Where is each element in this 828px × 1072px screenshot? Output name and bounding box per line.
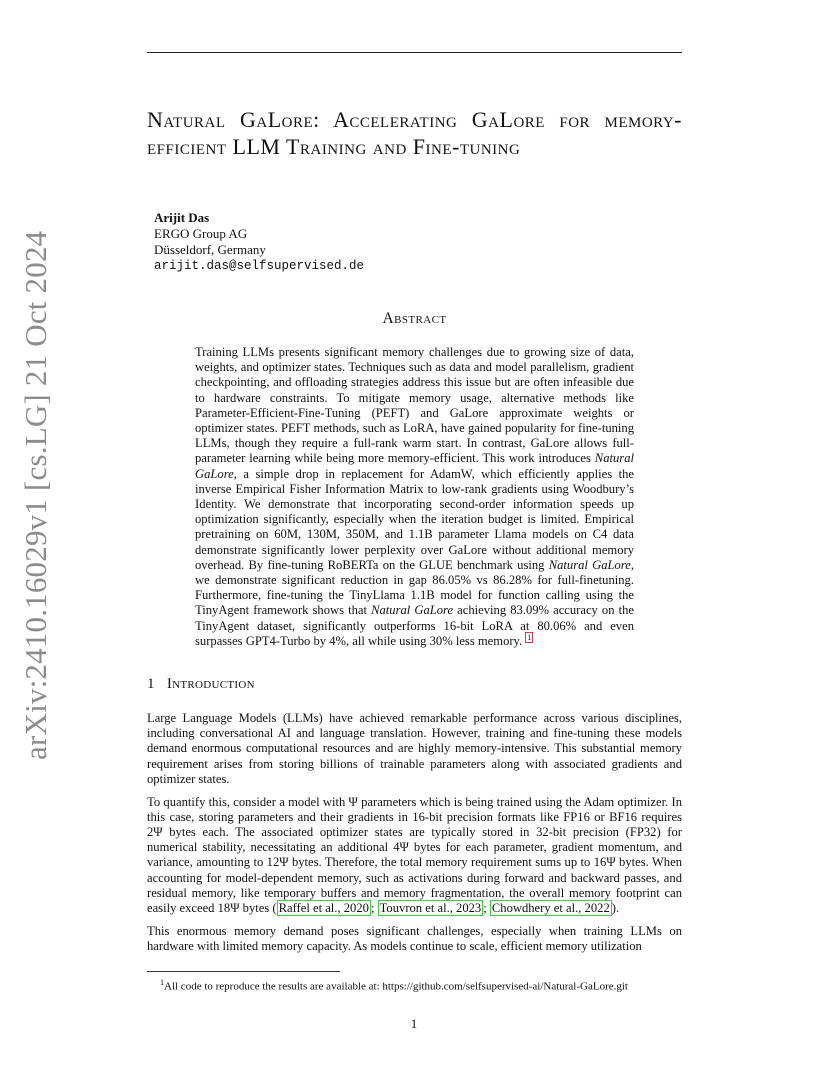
citation-link[interactable]: Chowdhery et al., 2022 <box>491 900 610 915</box>
method-name: Natural GaLore <box>195 451 634 481</box>
citation-link[interactable]: Touvron et al., 2023 <box>379 900 482 915</box>
footnote-text: All code to reproduce the results are available at: https://github.com/selfsupervised-ai/Natural-GaLore.git <box>164 980 628 993</box>
footnote-rule <box>147 971 340 972</box>
top-rule <box>147 52 682 53</box>
author-affiliation: ERGO Group AG <box>154 226 248 241</box>
paragraph <box>147 795 682 917</box>
citation-separator: ; <box>370 900 378 915</box>
abstract-text: , we demonstrate significant reduction in gap 86.05% vs 86.28% for full-finetuning. Furthermore, fine-tuning the TinyLlama 1.1B model for function calling using the TinyAgent framework shows that <box>195 557 634 618</box>
author-name: Arijit Das <box>154 210 210 225</box>
abstract-text: , a simple drop in replacement for AdamW, which efficiently applies the inverse Empirical Fisher Information Matrix to low-rank gradients using Woodbury’s Identity. We demonstrate that incorporating second-order information speeds up optimization significantly, especially when the iteration budget is limited. Empirical pretraining on 60M, 130M, 350M, and 1.1B parameter Llama models on C4 data demonstrate significantly lower perplexity over GaLore without additional memory overhead. By fine-tuning RoBERTa on the GLUE benchmark using <box>195 466 634 572</box>
arxiv-identifier-stamp: arXiv:2410.16029v1 [cs.LG] 21 Oct 2024 <box>18 230 53 760</box>
abstract-text: Training LLMs presents significant memory challenges due to growing size of data, weights, and optimizer states. Techniques such as data and model parallelism, gradient checkpointing, and offloading strategies address this issue but are often infeasible due to hardware constraints. To mitigate memory usage, alternative methods like Parameter-Efficient-Fine-Tuning (PEFT) and GaLore approximate weights or optimizer states. PEFT methods, such as LoRA, have gained popularity for fine-tuning LLMs, though they require a full-rank warm start. In contrast, GaLore allows full-parameter learning while being more memory-efficient. This work introduces <box>195 345 634 466</box>
citation-separator: ; <box>483 900 490 915</box>
citation-link[interactable]: Raffel et al., 2020 <box>278 900 369 915</box>
method-name: Natural GaLore <box>548 557 631 572</box>
paper-title: Natural GaLore: Accelerating GaLore for memory-efficient LLM Training and Fine-tuning <box>147 107 682 159</box>
paragraph: Large Language Models (LLMs) have achieved remarkable performance across various disciplines, including conversational AI and language translation. However, training and fine-tuning these models demand enormous computational resources and are highly memory-intensive. This substantial memory requirement arises from storing billions of trainable parameters along with associated gradients and optimizer states. <box>147 711 682 786</box>
footnote-link[interactable]: 1 <box>527 632 532 642</box>
footnote-number: 1 <box>160 978 164 987</box>
paragraph-text: To quantify this, consider a model with Ψ parameters which is being trained using the Adam optimizer. In this case, storing parameters and their gradients in 16-bit precision formats like FP16 or BF16 requires 2Ψ bytes each. The associated optimizer states are typically stored in 32-bit precision (FP32) for numerical stability, necessitating an additional 4Ψ bytes for each parameter, gradient momentum, and variance, amounting to 12Ψ bytes. Therefore, the total memory requirement sums up to 16Ψ bytes. When accounting for model-dependent memory, such as activations during forward and backward passes, and residual memory, like temporary buffers and memory fragmentation, the overall memory footprint can easily exceed 18Ψ bytes ( <box>147 794 682 915</box>
abstract-text: achieving 83.09% accuracy on the TinyAgent dataset, significantly outperforms 16-bit LoRA at 80.06% and even surpasses GPT4-Turbo by 4%, all while using 30% less memory. <box>195 603 634 649</box>
footnote <box>160 976 690 994</box>
abstract-heading: Abstract <box>382 310 447 327</box>
section-title: Introduction <box>166 676 255 692</box>
paragraph: This enormous memory demand poses significant challenges, especially when training LLMs on hardware with limited memory capacity. As models continue to scale, efficient memory utilization <box>147 923 682 953</box>
paragraph-text: ). <box>611 900 620 915</box>
method-name: Natural GaLore <box>371 603 454 618</box>
section-heading-introduction <box>147 676 255 693</box>
section-number: 1 <box>147 676 155 692</box>
introduction-body <box>147 711 682 962</box>
page-number: 1 <box>410 1016 418 1031</box>
author-location: Düsseldorf, Germany <box>154 242 266 257</box>
abstract-body <box>195 345 634 649</box>
author-block <box>154 210 364 274</box>
author-email: arijit.das@selfsupervised.de <box>154 259 365 273</box>
